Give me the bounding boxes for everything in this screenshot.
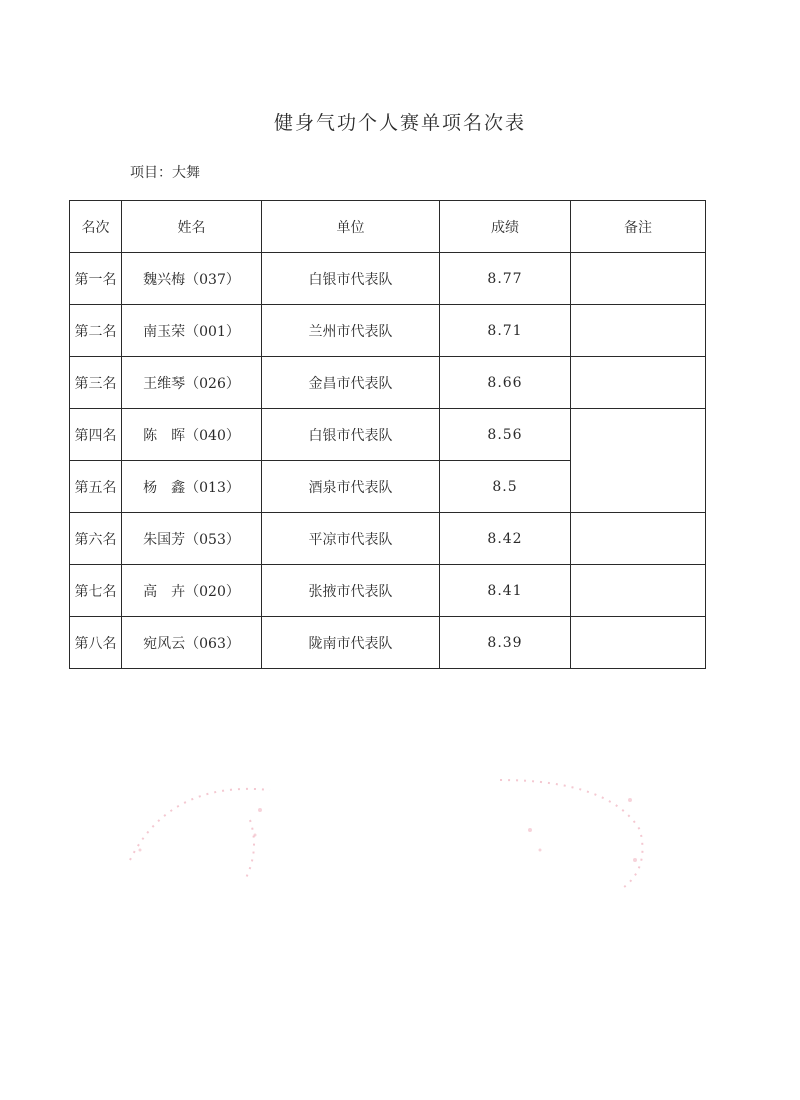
header-note: 备注 [571, 201, 706, 253]
unit-cell: 白银市代表队 [262, 253, 440, 305]
unit-cell: 张掖市代表队 [262, 565, 440, 617]
rank-cell: 第六名 [70, 513, 122, 565]
score-cell: 8.71 [440, 305, 571, 357]
table-header-row [70, 201, 706, 253]
score-cell: 8.5 [440, 461, 571, 513]
table-row [70, 513, 706, 565]
unit-cell: 白银市代表队 [262, 409, 440, 461]
name-cell: 南玉荣（001） [122, 305, 262, 357]
note-cell [571, 513, 706, 565]
seal-stamp [110, 740, 670, 920]
document-title: 健身气功个人赛单项名次表 [273, 112, 526, 134]
unit-cell: 陇南市代表队 [262, 617, 440, 669]
header-name: 姓名 [122, 201, 262, 253]
rank-cell: 第八名 [70, 617, 122, 669]
note-cell [571, 357, 706, 409]
name-cell: 杨 鑫（013） [122, 461, 262, 513]
table-row [70, 253, 706, 305]
rank-cell: 第四名 [70, 409, 122, 461]
table-row [70, 357, 706, 409]
score-cell: 8.41 [440, 565, 571, 617]
rank-cell: 第三名 [70, 357, 122, 409]
name-cell: 魏兴梅（037） [122, 253, 262, 305]
header-rank: 名次 [70, 201, 122, 253]
score-cell: 8.66 [440, 357, 571, 409]
name-cell: 陈 晖（040） [122, 409, 262, 461]
note-cell-merged [571, 409, 706, 513]
rank-cell: 第七名 [70, 565, 122, 617]
note-cell [571, 565, 706, 617]
name-cell: 高 卉（020） [122, 565, 262, 617]
rank-cell: 第二名 [70, 305, 122, 357]
header-score: 成绩 [440, 201, 571, 253]
score-cell: 8.77 [440, 253, 571, 305]
project-label: 项目：大舞 [130, 165, 200, 181]
table-row [70, 565, 706, 617]
note-cell [571, 305, 706, 357]
unit-cell: 兰州市代表队 [262, 305, 440, 357]
table-row [70, 617, 706, 669]
note-cell [571, 253, 706, 305]
unit-cell: 平凉市代表队 [262, 513, 440, 565]
note-cell [571, 617, 706, 669]
results-table [69, 200, 706, 669]
name-cell: 朱国芳（053） [122, 513, 262, 565]
name-cell: 宛风云（063） [122, 617, 262, 669]
name-cell: 王维琴（026） [122, 357, 262, 409]
score-cell: 8.42 [440, 513, 571, 565]
score-cell: 8.39 [440, 617, 571, 669]
table-row [70, 305, 706, 357]
unit-cell: 酒泉市代表队 [262, 461, 440, 513]
unit-cell: 金昌市代表队 [262, 357, 440, 409]
table-row [70, 409, 706, 461]
header-unit: 单位 [262, 201, 440, 253]
rank-cell: 第一名 [70, 253, 122, 305]
score-cell: 8.56 [440, 409, 571, 461]
rank-cell: 第五名 [70, 461, 122, 513]
